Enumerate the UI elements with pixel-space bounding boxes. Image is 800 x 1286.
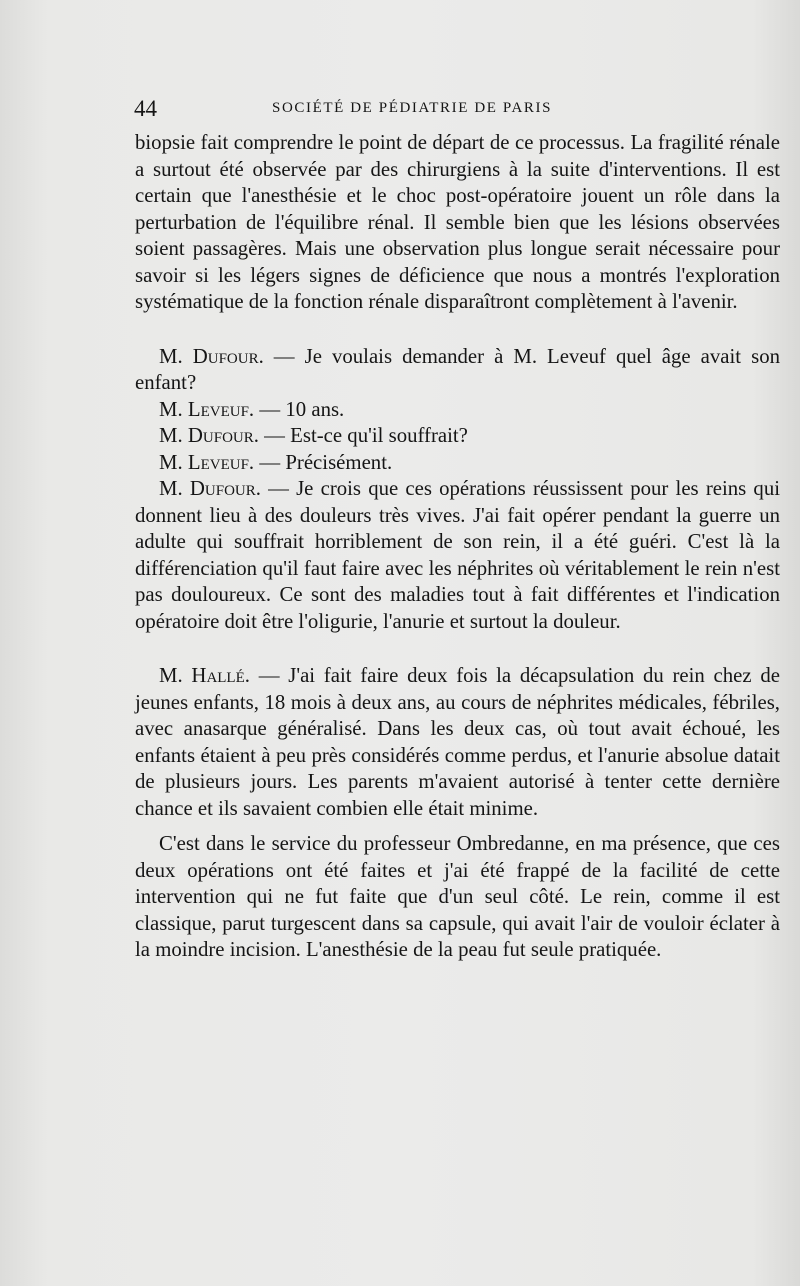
spacer xyxy=(135,635,780,663)
dialogue-text: — 10 ans. xyxy=(254,397,345,421)
dialogue-text: — Précisément. xyxy=(254,450,393,474)
dialogue-entry-halle xyxy=(135,663,780,822)
dialogue-entry-dufour-1 xyxy=(135,344,780,397)
dialogue-text: — Est-ce qu'il souffrait? xyxy=(258,424,468,447)
speaker-name: M. Dufour. xyxy=(159,424,259,447)
speaker-name: M. Dufour. xyxy=(159,344,264,368)
dialogue-text: — Je voulais demander à M. Leveuf quel âge avait son enfant? xyxy=(135,344,780,394)
page-header xyxy=(134,92,784,122)
paragraph-opening: biopsie fait comprendre le point de départ de ce processus. La fragilité rénale a surtout été observée par des chirurgiens à la suite d'interventions. Il est certain que l'anesthésie et le choc post-opératoire jouent un rôle dans la perturbation de l'équilibre rénal. Il semble bien que les lésions observées soient passagères. Mais une observation plus longue serait nécessaire pour savoir si les légers signes de déficience que nous a montrés l'exploration systématique de la fonction rénale disparaîtront complètement à l'avenir. xyxy=(135,131,780,313)
paragraph-closing: C'est dans le service du professeur Ombredanne, en ma présence, que ces deux opérations ont été faites et j'ai été frappé de la facilité de cette intervention qui ne fut faite que d'un seul côté. Le rein, comme il est classique, parut turgescent dans sa capsule, qui avait l'air de vouloir éclater à la moindre incision. L'anesthésie de la peau fut seule pratiquée. xyxy=(135,832,780,961)
dialogue-entry-dufour-2 xyxy=(135,423,780,450)
speaker-name: M. Leveuf. xyxy=(159,397,255,421)
spacer xyxy=(135,822,780,831)
dialogue-text: — J'ai fait faire deux fois la décapsulation du rein chez de jeunes enfants, 18 mois à deux ans, au cours de néphrites médicales, fébriles, avec anasarque généralisé. Dans les deux cas, où tout avait échoué, les enfants étaient à peu près considérés comme perdus, et l'anurie absolue datait de plusieurs jours. Les parents m'avaient autorisé à tenter cette dernière chance et ils savaient combien elle était minime. xyxy=(135,664,780,820)
running-head: SOCIÉTÉ DE PÉDIATRIE DE PARIS xyxy=(272,100,553,116)
dialogue-entry-leveuf-1 xyxy=(135,397,780,424)
page-number: 44 xyxy=(134,96,157,121)
speaker-name: M. Leveuf. xyxy=(159,450,255,474)
spacer xyxy=(135,316,780,344)
body-text xyxy=(135,130,780,964)
speaker-name: M. Dufour. xyxy=(159,477,261,500)
dialogue-entry-leveuf-2 xyxy=(135,450,780,477)
dialogue-entry-dufour-3 xyxy=(135,476,780,635)
speaker-name: M. Hallé. xyxy=(159,664,250,687)
dialogue-text: — Je crois que ces opérations réussissent pour les reins qui donnent lieu à des douleurs très vives. J'ai fait opérer pendant la guerre un adulte qui souffrait horriblement de son rein, il a été guéri. C'est là la différenciation qu'il faut faire avec les néphrites où véritablement le rein n'est pas douloureux. Ce sont des maladies tout à fait différentes et l'indication opératoire doit être l'oligurie, l'anurie et surtout la douleur. xyxy=(135,477,780,633)
